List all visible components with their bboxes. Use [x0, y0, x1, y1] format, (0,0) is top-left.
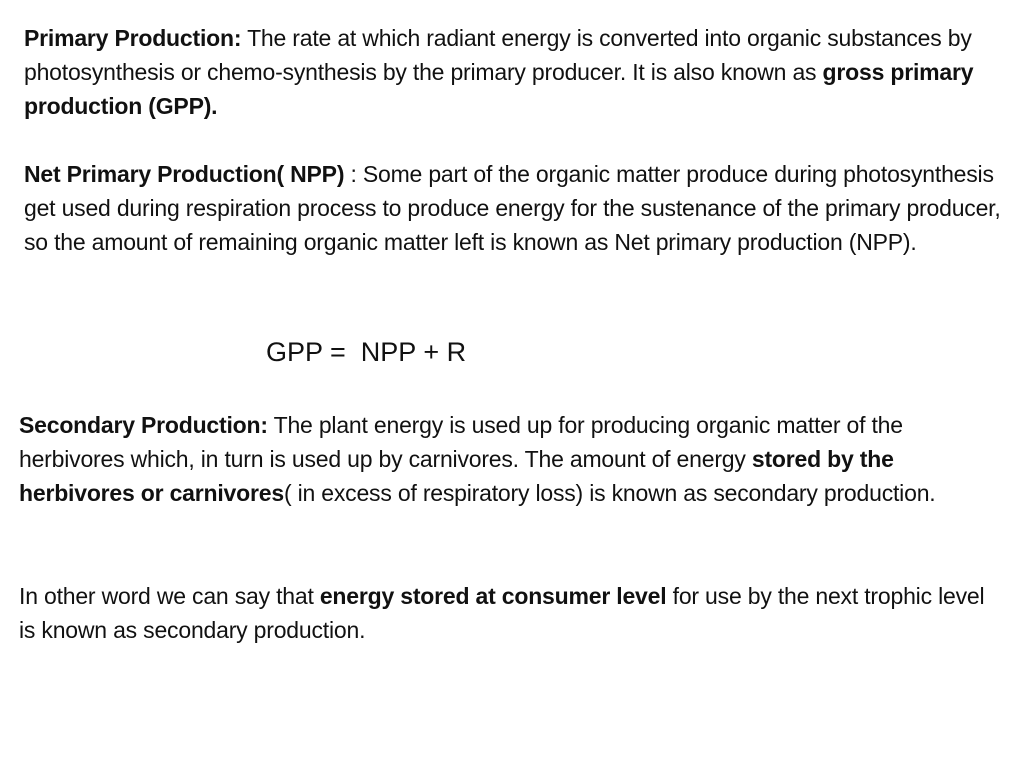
- npp-heading: Net Primary Production( NPP): [24, 161, 345, 187]
- secondary-production-text-end: ( in excess of respiratory loss) is known as secondary production.: [283, 480, 936, 506]
- npp-text: : Some part of the organic matter produce during photosynthesis get used during respiration process to produce energy for the sustenance of the primary producer, so the amount of remaining organic matter left is known as Net primary production (NPP).: [24, 161, 1001, 255]
- secondary-production-heading: Secondary Production:: [19, 412, 268, 438]
- secondary-production-text: The plant energy is used up for producing organic matter of the herbivores which, in turn is used up by carnivores. The amount of energy: [19, 412, 903, 472]
- consumer-level-paragraph: [19, 579, 1004, 647]
- gpp-formula: GPP = NPP + R: [266, 337, 467, 367]
- secondary-production-paragraph: [19, 408, 1004, 510]
- net-primary-production-paragraph: [24, 157, 1004, 259]
- stored-energy-term: stored by the herbivores or carnivores: [19, 446, 894, 506]
- gpp-term: gross primary production (GPP).: [24, 59, 974, 119]
- primary-production-paragraph: [24, 21, 1004, 123]
- primary-production-heading: Primary Production:: [24, 25, 242, 51]
- consumer-level-text-end: for use by the next trophic level is known as secondary production.: [19, 583, 985, 643]
- primary-production-text: The rate at which radiant energy is converted into organic substances by photosynthesis or chemo-synthesis by the primary producer. It is also known as: [24, 25, 972, 85]
- consumer-level-term: energy stored at consumer level: [319, 583, 667, 609]
- consumer-level-text: In other word we can say that: [19, 583, 320, 609]
